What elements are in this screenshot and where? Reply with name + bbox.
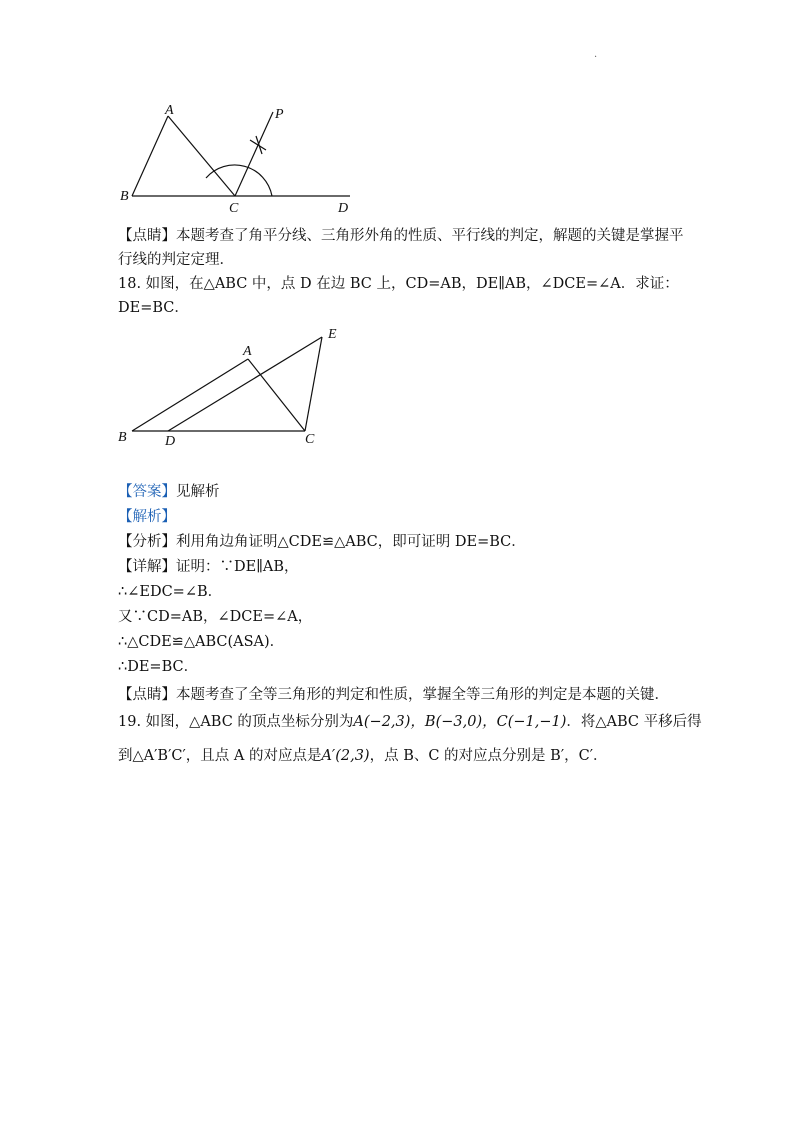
q19-point-a-prime: A′(2,3) [321, 748, 370, 764]
q19-line1 [118, 712, 702, 732]
q18-step1: ∴∠EDC=∠B． [118, 584, 223, 600]
q18-jiexi-tag: 【解析】 [118, 509, 176, 525]
q18-step4: ∴DE=BC． [118, 659, 199, 675]
q18-dianjing: 【点睛】本题考查了全等三角形的判定和性质，掌握全等三角形的判定是本题的关键． [118, 687, 669, 703]
q18-answer [118, 482, 220, 502]
label-d: D [165, 434, 176, 449]
label-d: D [338, 201, 349, 215]
q18-fenxi: 【分析】利用角边角证明△CDE≌△ABC，即可证明 DE=BC． [118, 534, 526, 550]
answer-text: 见解析 [176, 484, 220, 500]
q19-line1-a: 19. 如图，△ABC 的顶点坐标分别为 [118, 714, 354, 730]
figure-triangle-parallel [110, 322, 360, 450]
q19-coords: A(−2,3)，B(−3,0)，C(−1,−1) [353, 714, 567, 730]
q19-line1-b: ．将△ABC 平移后得 [566, 714, 702, 730]
label-e: E [328, 327, 337, 342]
construction-arc [206, 165, 272, 196]
label-c: C [229, 201, 239, 215]
q18-stem-line1: 18. 如图，在△ABC 中，点 D 在边 BC 上，CD=AB，DE∥AB，∠DCE=∠A．求证： [118, 276, 679, 292]
segment-ab [132, 359, 248, 431]
segment-ec [305, 337, 322, 431]
figure-angle-bisector [110, 100, 370, 215]
label-b: B [118, 430, 127, 445]
q19-line2-b: ，点 B、C 的对应点分别是 B′，C′． [369, 748, 608, 764]
segment-ac [168, 116, 235, 196]
q17-dianjing-line1: 【点睛】本题考查了角平分线、三角形外角的性质、平行线的判定，解题的关键是掌握平 [118, 228, 684, 244]
label-b: B [120, 189, 129, 204]
q18-stem-line2: DE=BC． [118, 300, 189, 316]
q17-dianjing-line2: 行线的判定定理． [118, 252, 234, 268]
q19-line2 [118, 746, 608, 766]
q18-step2: 又∵CD=AB，∠DCE=∠A， [118, 609, 313, 625]
q18-xiangjie: 【详解】证明：∵DE∥AB， [118, 559, 299, 575]
answer-tag: 【答案】 [118, 484, 176, 500]
label-a: A [165, 103, 174, 118]
segment-ab [132, 116, 168, 196]
label-c: C [305, 432, 315, 447]
corner-mark: · [594, 52, 598, 63]
q18-step3: ∴△CDE≌△ABC(ASA)． [118, 634, 285, 650]
label-p: P [275, 107, 284, 122]
segment-ac [248, 359, 305, 431]
q19-line2-a: 到△A′B′C′，且点 A 的对应点是 [118, 748, 322, 764]
label-a: A [243, 344, 252, 359]
